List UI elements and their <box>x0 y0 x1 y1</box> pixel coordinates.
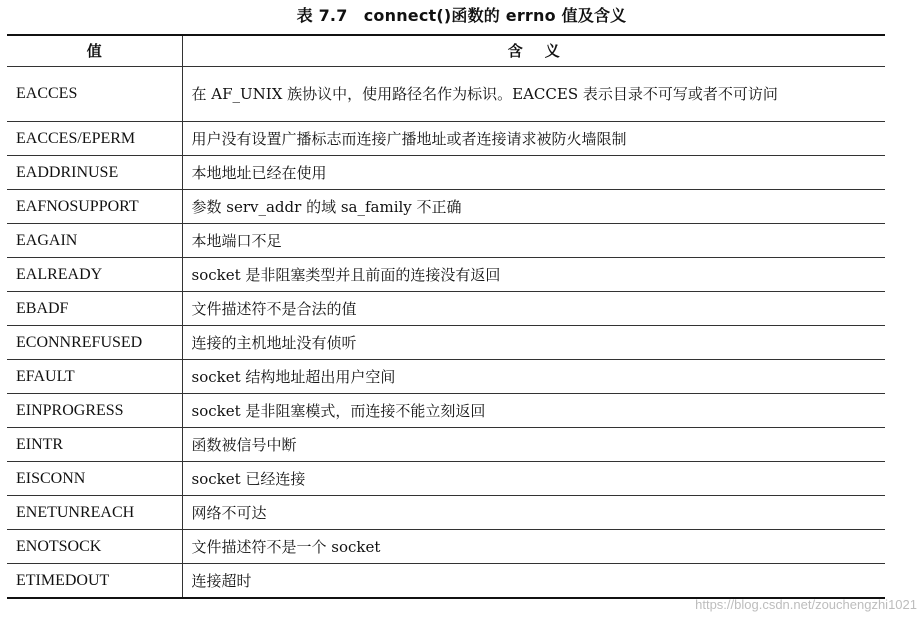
errno-code-cell: EBADF <box>7 292 182 326</box>
errno-meaning-cell: socket 已经连接 <box>182 462 885 496</box>
errno-code-cell: ENETUNREACH <box>7 496 182 530</box>
errno-meaning-cell: 文件描述符不是一个 socket <box>182 530 885 564</box>
errno-code-cell: EACCES <box>7 67 182 122</box>
errno-code-cell: ETIMEDOUT <box>7 564 182 599</box>
errno-meaning-cell: 参数 serv_addr 的域 sa_family 不正确 <box>182 190 885 224</box>
errno-meaning-cell: socket 是非阻塞类型并且前面的连接没有返回 <box>182 258 885 292</box>
table-header-row <box>7 35 885 67</box>
errno-code-cell: EINPROGRESS <box>7 394 182 428</box>
table-row <box>7 496 885 530</box>
errno-meaning-cell: 用户没有设置广播标志而连接广播地址或者连接请求被防火墙限制 <box>182 122 885 156</box>
errno-meaning-cell: 网络不可达 <box>182 496 885 530</box>
table-row <box>7 360 885 394</box>
errno-code-cell: EFAULT <box>7 360 182 394</box>
table-row <box>7 122 885 156</box>
table-row <box>7 224 885 258</box>
errno-code-cell: ECONNREFUSED <box>7 326 182 360</box>
table-row <box>7 564 885 599</box>
errno-code-cell: EAGAIN <box>7 224 182 258</box>
table-row <box>7 530 885 564</box>
table-row <box>7 67 885 122</box>
errno-meaning-cell: 本地地址已经在使用 <box>182 156 885 190</box>
errno-meaning-cell: 文件描述符不是合法的值 <box>182 292 885 326</box>
errno-code-cell: EINTR <box>7 428 182 462</box>
table-row <box>7 190 885 224</box>
table-row <box>7 462 885 496</box>
errno-table <box>7 34 885 599</box>
errno-meaning-cell: 连接的主机地址没有侦听 <box>182 326 885 360</box>
errno-code-cell: EACCES/EPERM <box>7 122 182 156</box>
errno-code-cell: ENOTSOCK <box>7 530 182 564</box>
table-row <box>7 394 885 428</box>
errno-code-cell: EALREADY <box>7 258 182 292</box>
meaning-column-header: 含义 <box>182 35 885 67</box>
watermark-url: https://blog.csdn.net/zouchengzhi1021 <box>695 597 917 612</box>
table-row <box>7 258 885 292</box>
errno-meaning-cell: socket 是非阻塞模式，而连接不能立刻返回 <box>182 394 885 428</box>
table-row <box>7 156 885 190</box>
errno-meaning-cell: 连接超时 <box>182 564 885 599</box>
errno-meaning-cell: 在 AF_UNIX 族协议中，使用路径名作为标识。EACCES 表示目录不可写或者不可访问 <box>182 67 885 122</box>
errno-code-cell: EISCONN <box>7 462 182 496</box>
errno-code-cell: EAFNOSUPPORT <box>7 190 182 224</box>
table-row <box>7 292 885 326</box>
value-column-header: 值 <box>7 35 182 67</box>
table-row <box>7 428 885 462</box>
table-caption: 表 7.7 connect()函数的 errno 值及含义 <box>296 6 627 25</box>
errno-meaning-cell: 函数被信号中断 <box>182 428 885 462</box>
table-row <box>7 326 885 360</box>
errno-code-cell: EADDRINUSE <box>7 156 182 190</box>
errno-meaning-cell: 本地端口不足 <box>182 224 885 258</box>
errno-meaning-cell: socket 结构地址超出用户空间 <box>182 360 885 394</box>
